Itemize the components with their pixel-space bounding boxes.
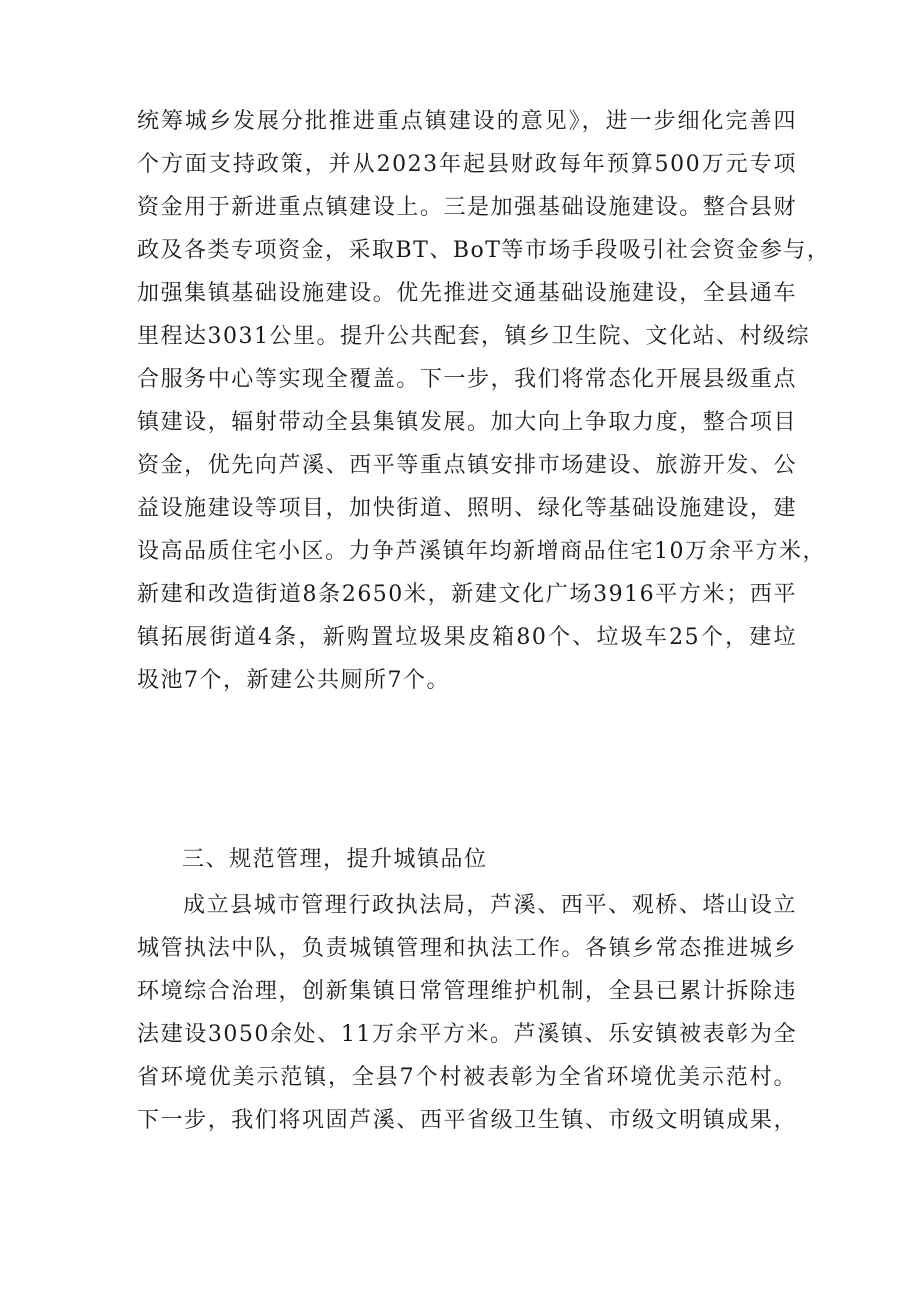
text-line: 镇建设，辐射带动全县集镇发展。加大向上争取力度，整合项目 — [137, 410, 797, 435]
text-line: 益设施建设等项目，加快街道、照明、绿化等基础设施建设，建 — [137, 496, 797, 521]
text-line: 资金，优先向芦溪、西平等重点镇安排市场建设、旅游开发、公 — [137, 453, 797, 478]
paragraph-management — [137, 884, 797, 1142]
text-line: 个方面支持政策，并从2023年起县财政每年预算500万元专项 — [137, 152, 797, 177]
text-line: 新建和改造街道8条2650米，新建文化广场3916平方米；西平 — [137, 582, 797, 607]
text-line: 统筹城乡发展分批推进重点镇建设的意见》，进一步细化完善四 — [137, 109, 797, 134]
text-line: 政及各类专项资金，采取BT、BoT等市场手段吸引社会资金参与， — [137, 238, 831, 263]
text-line: 下一步，我们将巩固芦溪、西平省级卫生镇、市级文明镇成果， — [137, 1108, 797, 1133]
text-line: 省环境优美示范镇，全县7个村被表彰为全省环境优美示范村。 — [137, 1065, 797, 1090]
text-line: 合服务中心等实现全覆盖。下一步，我们将常态化开展县级重点 — [137, 367, 797, 392]
text-line: 法建设3050余处、11万余平方米。芦溪镇、乐安镇被表彰为全 — [137, 1022, 797, 1047]
text-line: 里程达3031公里。提升公共配套，镇乡卫生院、文化站、村级综 — [137, 324, 810, 349]
text-line: 城管执法中队，负责城镇管理和执法工作。各镇乡常态推进城乡 — [137, 936, 797, 961]
section-heading: 三、规范管理，提升城镇品位 — [182, 847, 488, 872]
text-line: 圾池7个，新建公共厕所7个。 — [137, 668, 450, 693]
paragraph-infrastructure — [137, 100, 831, 702]
text-line: 镇拓展街道4条，新购置垃圾果皮箱80个、垃圾车25个，建垃 — [137, 625, 797, 650]
text-line: 成立县城市管理行政执法局，芦溪、西平、观桥、塔山设立 — [183, 893, 797, 918]
text-line: 设高品质住宅小区。力争芦溪镇年均新增商品住宅10万余平方米， — [137, 539, 826, 564]
text-line: 加强集镇基础设施建设。优先推进交通基础设施建设，全县通车 — [137, 281, 797, 306]
text-line: 环境综合治理，创新集镇日常管理维护机制，全县已累计拆除违 — [137, 979, 797, 1004]
text-line: 资金用于新进重点镇建设上。三是加强基础设施建设。整合县财 — [137, 195, 797, 220]
